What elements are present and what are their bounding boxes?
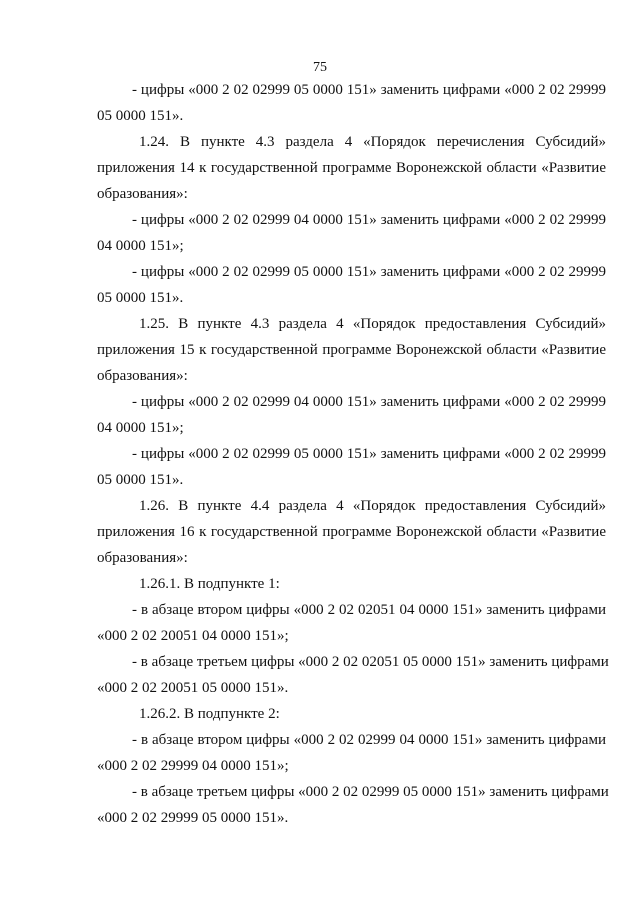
text-line: - цифры «000 2 02 02999 04 0000 151» заменить цифрами «000 2 02 29999 bbox=[132, 394, 606, 410]
text-line: - в абзаце втором цифры «000 2 02 02051 04 0000 151» заменить цифрами bbox=[132, 602, 606, 618]
text-line: - цифры «000 2 02 02999 04 0000 151» заменить цифрами «000 2 02 29999 bbox=[132, 212, 606, 228]
text-line: - цифры «000 2 02 02999 05 0000 151» заменить цифрами «000 2 02 29999 bbox=[132, 446, 606, 462]
text-line: - цифры «000 2 02 02999 05 0000 151» заменить цифрами «000 2 02 29999 bbox=[132, 82, 606, 98]
text-line: образования»: bbox=[97, 550, 188, 566]
text-line: 04 0000 151»; bbox=[97, 238, 184, 254]
text-line: 1.24. В пункте 4.3 раздела 4 «Порядок перечисления Субсидий» bbox=[139, 134, 606, 150]
page-number: 75 bbox=[313, 60, 327, 75]
text-line: приложения 15 к государственной программе Воронежской области «Развитие bbox=[97, 342, 606, 358]
text-line: - в абзаце третьем цифры «000 2 02 02999 05 0000 151» заменить цифрами bbox=[132, 784, 609, 800]
text-line: приложения 16 к государственной программе Воронежской области «Развитие bbox=[97, 524, 606, 540]
text-line: 1.26. В пункте 4.4 раздела 4 «Порядок предоставления Субсидий» bbox=[139, 498, 606, 514]
text-line: образования»: bbox=[97, 368, 188, 384]
text-line: «000 2 02 20051 05 0000 151». bbox=[97, 680, 289, 696]
text-line: 1.26.2. В подпункте 2: bbox=[139, 706, 280, 722]
text-line: 1.26.1. В подпункте 1: bbox=[139, 576, 280, 592]
text-line: - цифры «000 2 02 02999 05 0000 151» заменить цифрами «000 2 02 29999 bbox=[132, 264, 606, 280]
text-line: «000 2 02 29999 04 0000 151»; bbox=[97, 758, 289, 774]
text-line: 05 0000 151». bbox=[97, 472, 184, 488]
text-line: приложения 14 к государственной программе Воронежской области «Развитие bbox=[97, 160, 606, 176]
text-line: - в абзаце втором цифры «000 2 02 02999 04 0000 151» заменить цифрами bbox=[132, 732, 606, 748]
text-line: 04 0000 151»; bbox=[97, 420, 184, 436]
text-line: образования»: bbox=[97, 186, 188, 202]
text-line: «000 2 02 29999 05 0000 151». bbox=[97, 810, 289, 826]
text-line: 1.25. В пункте 4.3 раздела 4 «Порядок предоставления Субсидий» bbox=[139, 316, 606, 332]
text-line: 05 0000 151». bbox=[97, 108, 184, 124]
text-line: - в абзаце третьем цифры «000 2 02 02051 05 0000 151» заменить цифрами bbox=[132, 654, 609, 670]
text-line: 05 0000 151». bbox=[97, 290, 184, 306]
text-line: «000 2 02 20051 04 0000 151»; bbox=[97, 628, 289, 644]
